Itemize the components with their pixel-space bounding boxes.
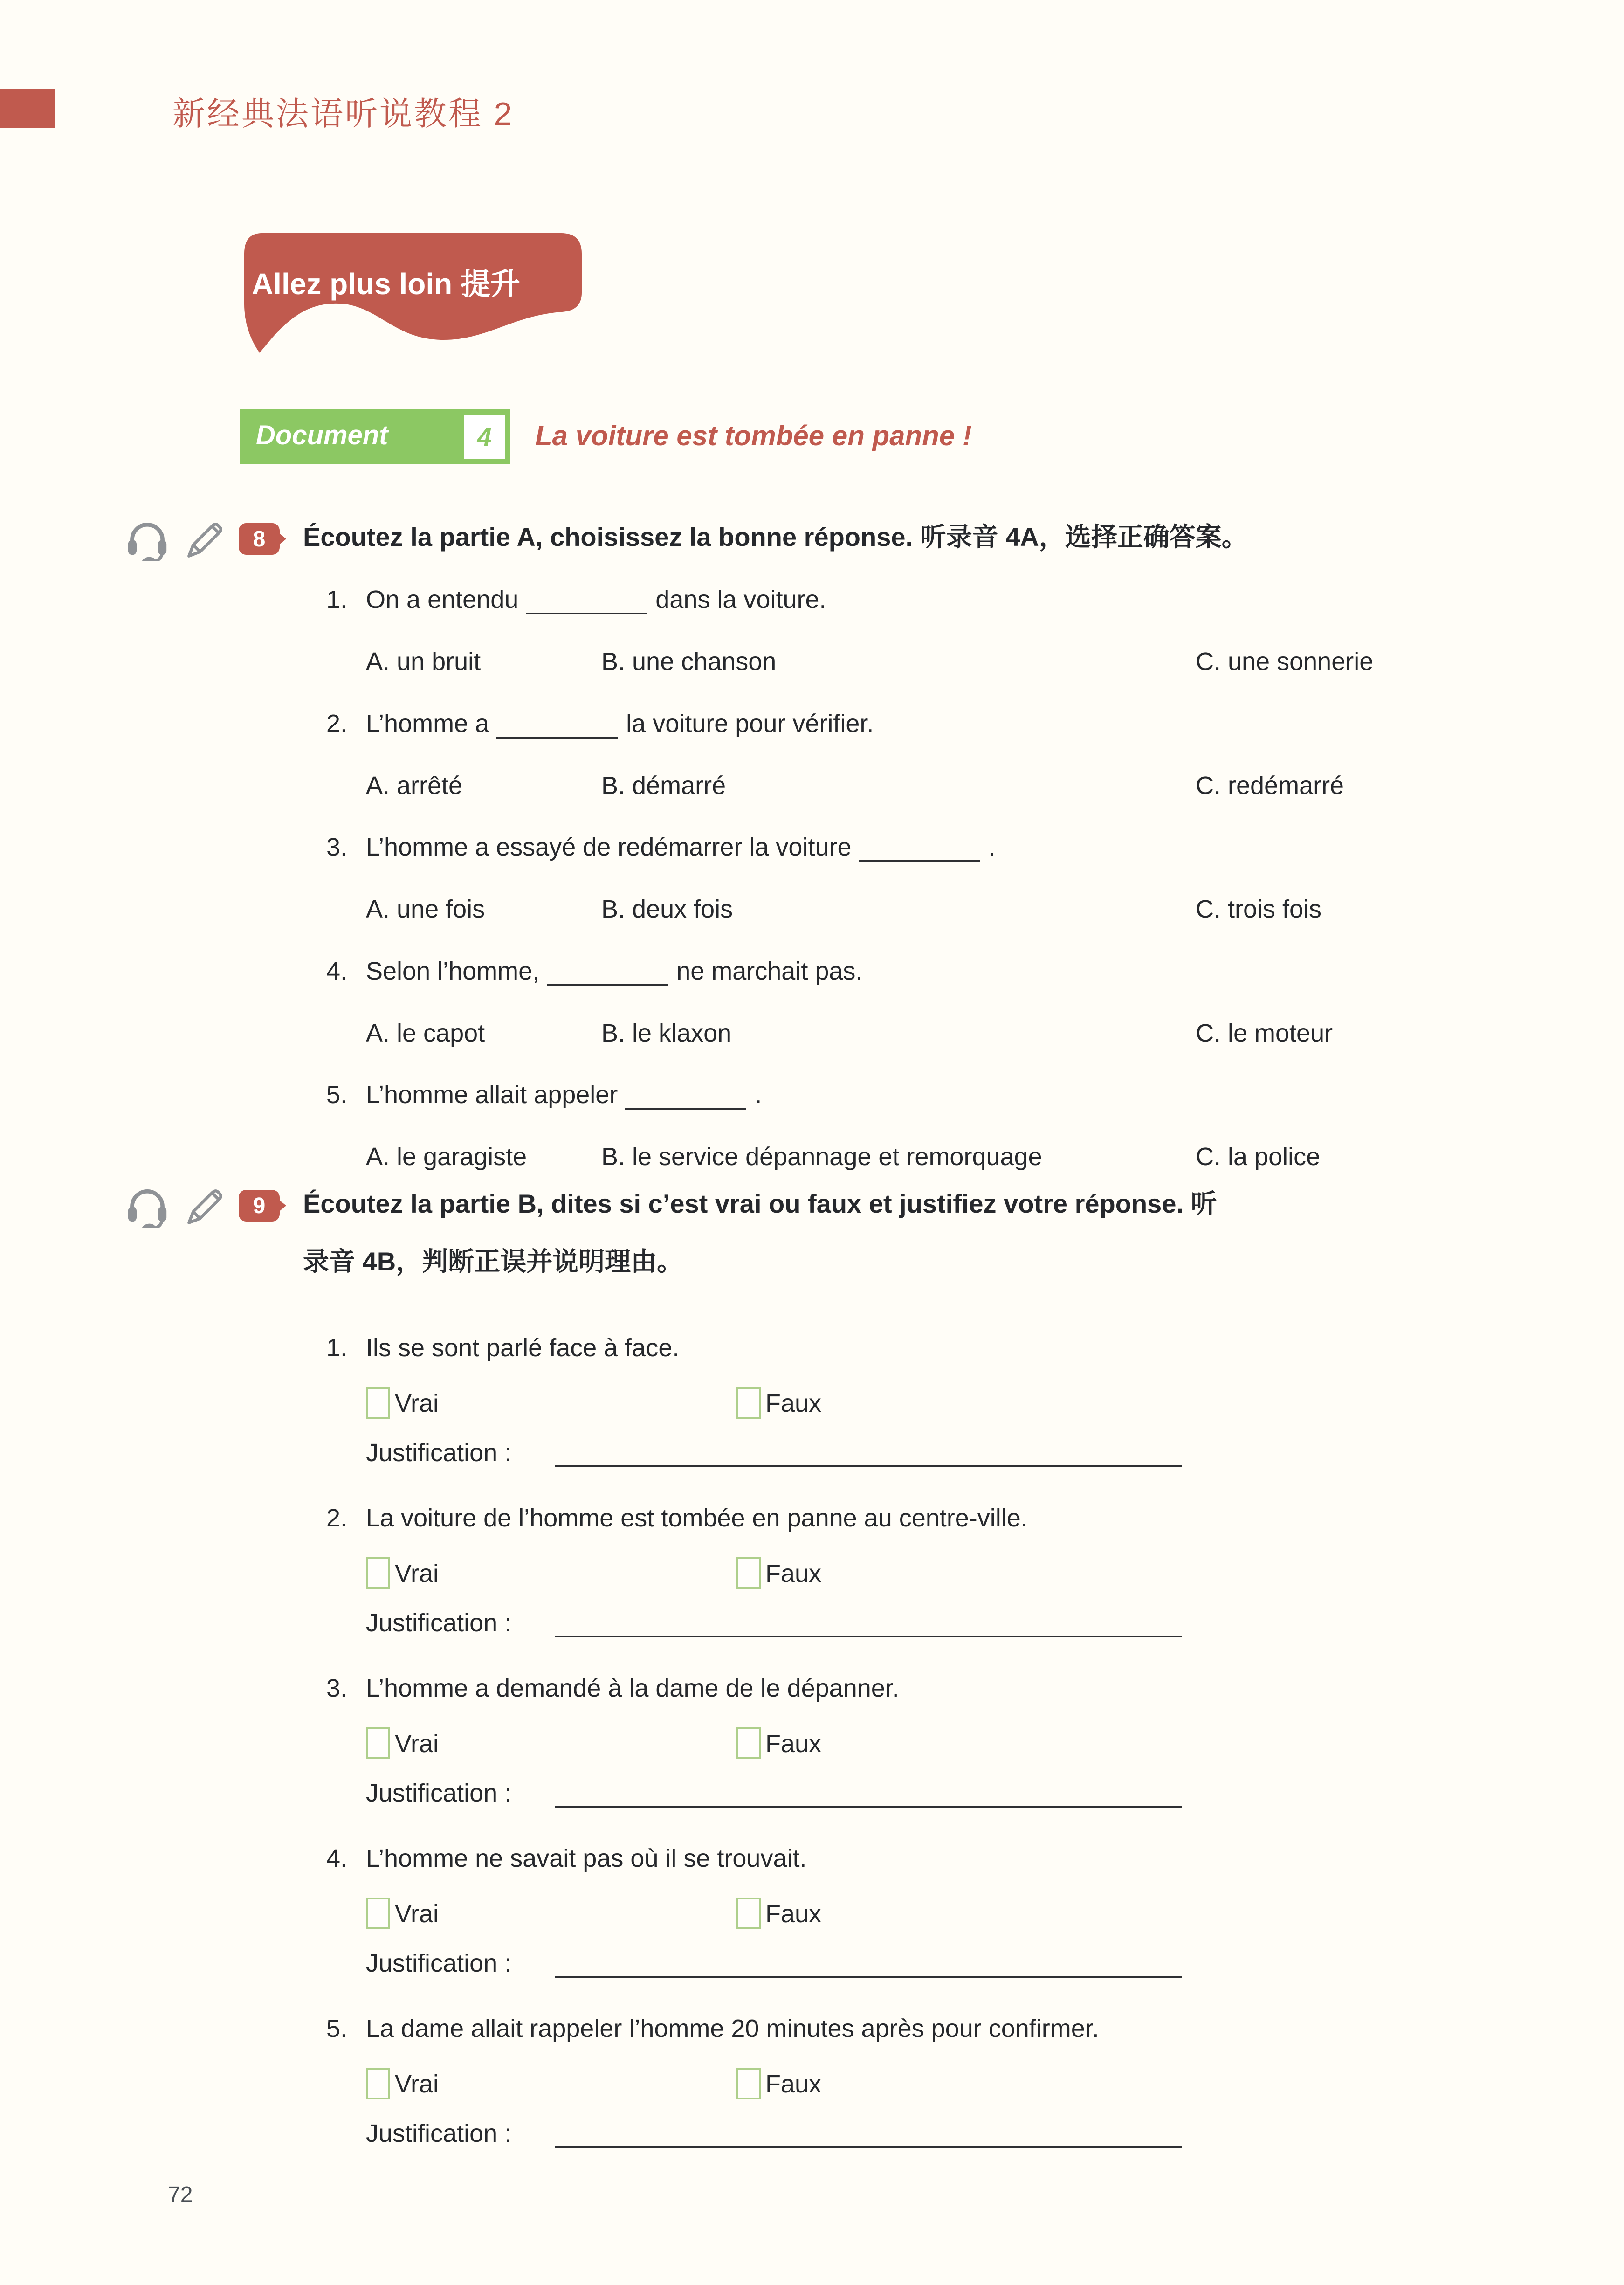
option-c: C. la police bbox=[1196, 1143, 1321, 1171]
faux-checkbox[interactable] bbox=[736, 1387, 761, 1419]
statement-row bbox=[326, 1333, 679, 1362]
answer-blank[interactable] bbox=[625, 1084, 746, 1110]
faux-label: Faux bbox=[765, 1730, 822, 1758]
option-a: A. le garagiste bbox=[366, 1143, 527, 1171]
question-number: 2. bbox=[326, 710, 348, 738]
headset-icon bbox=[126, 1183, 169, 1228]
vrai-label: Vrai bbox=[395, 1389, 439, 1417]
statement-row bbox=[326, 1674, 899, 1703]
justification-label: Justification : bbox=[366, 1949, 512, 1977]
exercise-9-number-badge bbox=[239, 1190, 280, 1222]
statement-number: 3. bbox=[326, 1674, 348, 1702]
option-c: C. redémarré bbox=[1196, 772, 1344, 800]
justification-row bbox=[366, 1438, 1205, 1475]
option-c: C. une sonnerie bbox=[1196, 648, 1374, 676]
statement-row bbox=[326, 1504, 1028, 1533]
vrai-faux-row bbox=[366, 1387, 1298, 1424]
statement-text: L’homme a demandé à la dame de le dépanner. bbox=[366, 1674, 899, 1702]
question-text-after: . bbox=[755, 1081, 762, 1109]
exercise-8-instruction bbox=[303, 524, 1248, 550]
vrai-checkbox[interactable] bbox=[366, 1557, 390, 1589]
question-text-after: ne marchait pas. bbox=[676, 957, 863, 985]
justification-label: Justification : bbox=[366, 1609, 512, 1637]
justification-row bbox=[366, 1608, 1205, 1645]
option-b: B. démarré bbox=[601, 772, 726, 800]
pencil-icon bbox=[186, 518, 227, 559]
faux-checkbox[interactable] bbox=[736, 1727, 761, 1759]
options-row bbox=[326, 1019, 1622, 1051]
banner-title: Allez plus loin 提升 bbox=[252, 267, 521, 301]
question-text-before: L’homme a bbox=[366, 710, 489, 738]
document-number: 4 bbox=[477, 422, 492, 452]
question-text-after: la voiture pour vérifier. bbox=[626, 710, 874, 738]
answer-blank[interactable] bbox=[547, 961, 668, 986]
question-row bbox=[326, 585, 826, 614]
option-a: A. une fois bbox=[366, 895, 485, 923]
option-a: A. arrêté bbox=[366, 772, 463, 800]
page-number: 72 bbox=[168, 2182, 193, 2207]
option-b: B. le klaxon bbox=[601, 1019, 732, 1047]
question-row bbox=[326, 709, 874, 739]
question-number: 1. bbox=[326, 586, 348, 614]
justification-label: Justification : bbox=[366, 2119, 512, 2147]
options-row bbox=[326, 771, 1622, 804]
question-number: 5. bbox=[326, 1081, 348, 1109]
statement-text: La voiture de l’homme est tombée en panne au centre-ville. bbox=[366, 1504, 1028, 1532]
vrai-label: Vrai bbox=[395, 1900, 439, 1928]
answer-blank[interactable] bbox=[526, 589, 647, 614]
vrai-faux-row bbox=[366, 2068, 1298, 2105]
statement-text: L’homme ne savait pas où il se trouvait. bbox=[366, 1844, 807, 1872]
justification-line[interactable] bbox=[555, 2119, 1182, 2148]
question-row bbox=[326, 1080, 762, 1110]
option-b: B. deux fois bbox=[601, 895, 733, 923]
faux-checkbox[interactable] bbox=[736, 1898, 761, 1929]
statement-row bbox=[326, 2014, 1099, 2043]
vrai-label: Vrai bbox=[395, 1730, 439, 1758]
vrai-checkbox[interactable] bbox=[366, 1898, 390, 1929]
statement-number: 1. bbox=[326, 1334, 348, 1362]
justification-row bbox=[366, 1949, 1205, 1985]
question-number: 3. bbox=[326, 833, 348, 861]
statement-number: 5. bbox=[326, 2015, 348, 2043]
section-banner bbox=[223, 233, 582, 373]
justification-line[interactable] bbox=[555, 1949, 1182, 1978]
statement-number: 2. bbox=[326, 1504, 348, 1532]
vrai-label: Vrai bbox=[395, 1560, 439, 1588]
exercise-9-instruction bbox=[303, 1191, 1217, 1275]
exercise-number: 9 bbox=[253, 1193, 266, 1218]
question-number: 4. bbox=[326, 957, 348, 985]
question-row bbox=[326, 957, 862, 986]
vrai-checkbox[interactable] bbox=[366, 2068, 390, 2099]
justification-label: Justification : bbox=[366, 1439, 512, 1467]
banner-ribbon-shape bbox=[223, 233, 582, 373]
headset-icon bbox=[126, 517, 169, 561]
option-b: B. le service dépannage et remorquage bbox=[601, 1143, 1042, 1171]
document-label: Document bbox=[256, 420, 388, 450]
document-title: La voiture est tombée en panne ! bbox=[535, 420, 972, 451]
faux-label: Faux bbox=[765, 1900, 822, 1928]
answer-blank[interactable] bbox=[859, 837, 980, 862]
question-text-before: On a entendu bbox=[366, 586, 519, 614]
vrai-faux-row bbox=[366, 1557, 1298, 1595]
question-text-after: dans la voiture. bbox=[655, 586, 826, 614]
answer-blank[interactable] bbox=[496, 713, 618, 739]
justification-label: Justification : bbox=[366, 1779, 512, 1807]
vrai-faux-row bbox=[366, 1727, 1298, 1765]
vrai-label: Vrai bbox=[395, 2070, 439, 2098]
faux-label: Faux bbox=[765, 2070, 822, 2098]
exercise-number: 8 bbox=[253, 526, 266, 552]
faux-label: Faux bbox=[765, 1560, 822, 1588]
pencil-icon bbox=[186, 1185, 227, 1226]
option-c: C. trois fois bbox=[1196, 895, 1322, 923]
faux-label: Faux bbox=[765, 1389, 822, 1417]
options-row bbox=[326, 895, 1622, 927]
vrai-checkbox[interactable] bbox=[366, 1727, 390, 1759]
vrai-faux-row bbox=[366, 1898, 1298, 1935]
document-number-box bbox=[464, 415, 505, 459]
option-b: B. une chanson bbox=[601, 648, 777, 676]
statement-text: Ils se sont parlé face à face. bbox=[366, 1334, 680, 1362]
justification-row bbox=[366, 2119, 1205, 2155]
question-text-before: Selon l’homme, bbox=[366, 957, 540, 985]
statement-number: 4. bbox=[326, 1844, 348, 1872]
statement-text: La dame allait rappeler l’homme 20 minutes après pour confirmer. bbox=[366, 2015, 1099, 2043]
options-row bbox=[326, 1142, 1622, 1175]
exercise-8-number-badge bbox=[239, 523, 280, 555]
options-row bbox=[326, 647, 1622, 680]
book-title: 新经典法语听说教程 2 bbox=[172, 96, 514, 132]
faux-checkbox[interactable] bbox=[736, 1557, 761, 1589]
question-text-after: . bbox=[988, 833, 996, 861]
vrai-checkbox[interactable] bbox=[366, 1387, 390, 1419]
instruction-line-1: Écoutez la partie B, dites si c’est vrai ou faux et justifiez votre réponse. 听 bbox=[303, 1189, 1217, 1218]
option-c: C. le moteur bbox=[1196, 1019, 1333, 1047]
document-tag bbox=[240, 409, 510, 464]
justification-line[interactable] bbox=[555, 1608, 1182, 1637]
option-a: A. le capot bbox=[366, 1019, 485, 1047]
justification-line[interactable] bbox=[555, 1779, 1182, 1808]
option-a: A. un bruit bbox=[366, 648, 481, 676]
statement-row bbox=[326, 1844, 807, 1873]
question-row bbox=[326, 833, 996, 862]
justification-line[interactable] bbox=[555, 1438, 1182, 1467]
question-text-before: L’homme a essayé de redémarrer la voiture bbox=[366, 833, 852, 861]
faux-checkbox[interactable] bbox=[736, 2068, 761, 2099]
justification-row bbox=[366, 1779, 1205, 1815]
instruction-text: Écoutez la partie A, choisissez la bonne réponse. 听录音 4A，选择正确答案。 bbox=[303, 522, 1248, 552]
instruction-line-2: 录音 4B，判断正误并说明理由。 bbox=[303, 1247, 683, 1276]
question-text-before: L’homme allait appeler bbox=[366, 1081, 618, 1109]
header-accent-block bbox=[0, 89, 55, 128]
